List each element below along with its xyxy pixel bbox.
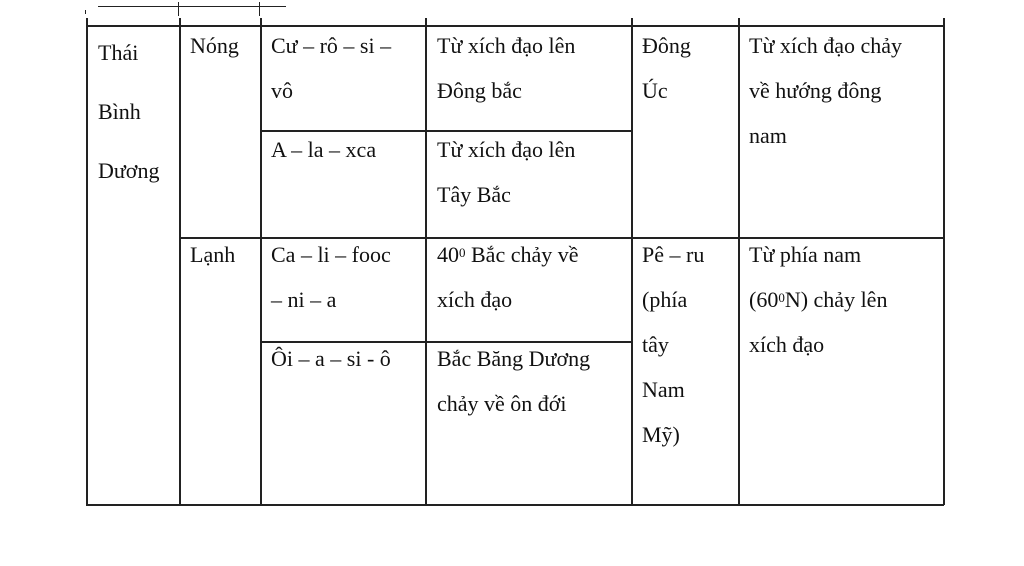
current-name-line: A – la – xca xyxy=(271,137,377,162)
table-bottom-border xyxy=(86,504,944,506)
ocean-line: Thái xyxy=(98,40,139,65)
current-route-cell xyxy=(437,232,579,322)
current-route-line: xích đạo xyxy=(437,287,513,312)
current-name-line: Ôi – a – si - ô xyxy=(271,346,391,371)
route-degree-sup: 0 xyxy=(459,245,466,260)
current-name-cell xyxy=(271,127,376,172)
column-divider xyxy=(425,18,427,505)
cold-region-desc-line xyxy=(749,277,887,322)
column-divider xyxy=(631,18,633,505)
cold-region-desc-line: xích đạo xyxy=(749,332,825,357)
top-tick xyxy=(178,2,179,16)
current-name-line: Ca – li – fooc xyxy=(271,242,391,267)
current-name-line: Cư – rô – si – xyxy=(271,33,392,58)
current-route-line: Bắc Băng Dương xyxy=(437,346,591,371)
warm-region-desc-cell xyxy=(749,23,902,158)
warm-region-line: Úc xyxy=(642,78,668,103)
current-name-cell xyxy=(271,23,391,113)
current-route-cell xyxy=(437,23,575,113)
current-name-cell xyxy=(271,336,391,381)
warm-region-cell xyxy=(642,23,691,113)
cold-type-cell xyxy=(190,232,235,277)
warm-region-line: Đông xyxy=(642,33,691,58)
top-tick xyxy=(259,2,260,16)
current-route-line: Từ xích đạo lên xyxy=(437,137,576,162)
cold-region-line: (phía xyxy=(642,287,688,312)
current-route-line: Từ xích đạo lên xyxy=(437,33,576,58)
current-route-cell xyxy=(437,336,590,426)
top-tick xyxy=(85,10,86,14)
warm-type-cell xyxy=(190,23,239,68)
cold-region-desc-cell xyxy=(749,232,887,367)
cold-region-cell xyxy=(642,232,704,457)
column-divider xyxy=(86,18,88,505)
cold-region-line: tây xyxy=(642,332,669,357)
cold-region-desc-line: Từ phía nam xyxy=(749,242,862,267)
column-divider xyxy=(179,18,181,505)
current-route-line: Tây Bắc xyxy=(437,182,511,207)
warm-region-desc-line: về hướng đông xyxy=(749,78,882,103)
route-degree: 40 xyxy=(437,242,459,267)
cold-region-line: Nam xyxy=(642,377,685,402)
cold-type-label: Lạnh xyxy=(190,242,236,267)
ocean-line: Bình xyxy=(98,99,141,124)
cold-region-line: Pê – ru xyxy=(642,242,705,267)
current-name-line: – ni – a xyxy=(271,287,337,312)
column-divider xyxy=(943,18,945,505)
desc-pre: (60 xyxy=(749,287,779,312)
current-route-line: chảy về ôn đới xyxy=(437,391,567,416)
current-name-cell xyxy=(271,232,391,322)
column-divider xyxy=(738,18,740,505)
desc-sup: 0 xyxy=(778,290,785,305)
desc-post: N) chảy lên xyxy=(784,287,888,312)
warm-region-desc-line: nam xyxy=(749,123,787,148)
warm-type-label: Nóng xyxy=(190,33,239,58)
column-divider xyxy=(260,18,262,505)
ocean-line: Dương xyxy=(98,158,160,183)
top-stub-line xyxy=(98,6,286,7)
route-rest: Bắc chảy về xyxy=(465,242,579,267)
current-route-cell xyxy=(437,127,575,217)
current-route-line xyxy=(437,232,579,277)
ocean-cell xyxy=(98,23,159,200)
cold-region-line: Mỹ) xyxy=(642,422,680,447)
current-name-line: vô xyxy=(271,78,293,103)
current-route-line: Đông bắc xyxy=(437,78,522,103)
warm-region-desc-line: Từ xích đạo chảy xyxy=(749,33,903,58)
